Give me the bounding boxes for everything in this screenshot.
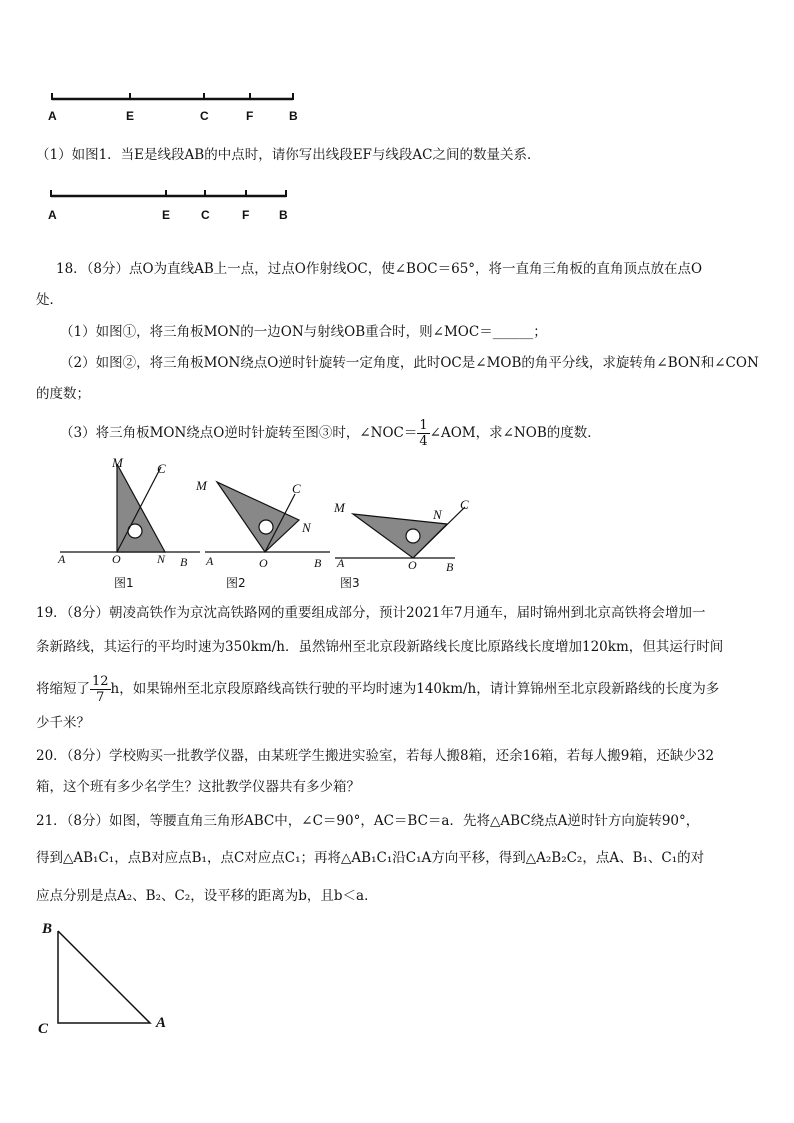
segment-diagram-top [40,88,310,128]
fig3-label-o: O [408,558,417,572]
q19-line1: 19．（8分）朝凌高铁作为京沈高铁路网的重要组成部分，预计2021年7月通车，届时锦州到北京高铁将会增加一 [36,605,706,621]
fig3-label-a: A [337,556,345,570]
fig3-label-m: M [334,500,345,515]
fig1-label-b: B [180,555,188,569]
q19-line3 [36,674,719,705]
fig2-label-c: C [292,481,301,496]
fraction-one-quarter: $\frac{1}{4}$ [419,418,428,449]
q21-line1: 21．（8分）如图，等腰直角三角形ABC中，∠C＝90°，AC＝BC＝a．先将△ABC绕点A逆时针方向旋转90°， [36,813,700,829]
fig3-label-n: N [433,507,442,522]
point-label-a-2: A [48,208,57,222]
q18-part3 [60,418,601,449]
point-label-c-2: C [201,208,210,222]
q21-label-a: A [156,1015,167,1031]
fig1-label-c: C [157,461,166,476]
point-label-e: E [126,109,135,123]
q21-line3: 应点分别是点A₂、B₂、C₂，设平移的距离为b，且b＜a． [36,888,378,904]
q18-part3-post: ∠AOM，求∠NOB的度数． [429,425,601,441]
fig2-label-m: M [196,478,207,493]
q18-part2-line1: （2）如图②，将三角板MON绕点O逆时针旋转一定角度，此时OC是∠MOB的角平分线，求旋转角∠BON和∠CON [60,355,759,371]
q17-part1-text: （1）如图1．当E是线段AB的中点时，请你写出线段EF与线段AC之间的数量关系． [36,147,541,163]
q18-stem-line1: 18．（8分）点O为直线AB上一点，过点O作射线OC，使∠BOC＝65°，将一直角三角板的直角顶点放在点O [56,261,703,277]
fig3-label-c: C [460,497,469,512]
fig3-caption: 图3 [340,576,360,590]
q18-part1: （1）如图①，将三角板MON的一边ON与射线OB重合时，则∠MOC＝______； [60,324,547,340]
fig2-label-n: N [302,520,311,535]
fig1-label-m: M [112,455,123,470]
fig2-label-a: A [206,554,214,568]
q18-stem-line2: 处． [36,292,63,308]
fig1-label-o: O [112,552,121,566]
fig2-caption: 图2 [226,576,246,590]
q20-line2: 箱，这个班有多少名学生？这批教学仪器共有多少箱？ [36,779,360,795]
point-label-f-2: F [242,208,250,222]
q19-line2: 条新路线，其运行的平均时速为350km/h．虽然锦州至北京段新路线长度比原路线长度增加120km，但其运行时间 [36,639,724,655]
q19-line3-post: h，如果锦州至北京段原路线高铁行驶的平均时速为140km/h，请计算锦州至北京段新路线的长度为多 [110,681,720,697]
q18-part3-pre: （3）将三角板MON绕点O逆时针旋转至图③时，∠NOC＝ [60,425,418,441]
q19-line4: 少千米？ [36,715,90,731]
fig2-label-b: B [314,556,322,570]
fig1-label-n: N [157,552,166,566]
point-label-e-2: E [162,208,171,222]
q20-line1: 20．（8分）学校购买一批教学仪器，由某班学生搬进实验室，若每人搬8箱，还余16箱，若每人搬9箱，还缺少32 [36,748,715,764]
point-label-c: C [200,109,209,123]
q19-line3-pre: 将缩短了 [36,681,90,697]
fig1-label-a: A [58,552,66,566]
q21-triangle-figure [50,925,160,1030]
q21-line2: 得到△AB₁C₁，点B对应点B₁，点C对应点C₁；再将△AB₁C₁沿C₁A方向平移，得到△A₂B₂C₂，点A、B₁、C₁的对 [36,850,705,866]
q21-label-b: B [42,921,53,937]
q21-label-c: C [38,1021,49,1037]
fig1-caption: 图1 [114,576,134,590]
fig3-label-b: B [446,560,454,574]
fraction-twelve-sevenths: $\frac{12}{7}$ [92,674,109,705]
point-label-f: F [246,109,254,123]
q18-part2-line2: 的度数； [36,386,90,402]
point-label-a: A [48,109,57,123]
fig2-label-o: O [259,556,268,570]
point-label-b-2: B [279,208,288,222]
point-label-b: B [289,109,298,123]
